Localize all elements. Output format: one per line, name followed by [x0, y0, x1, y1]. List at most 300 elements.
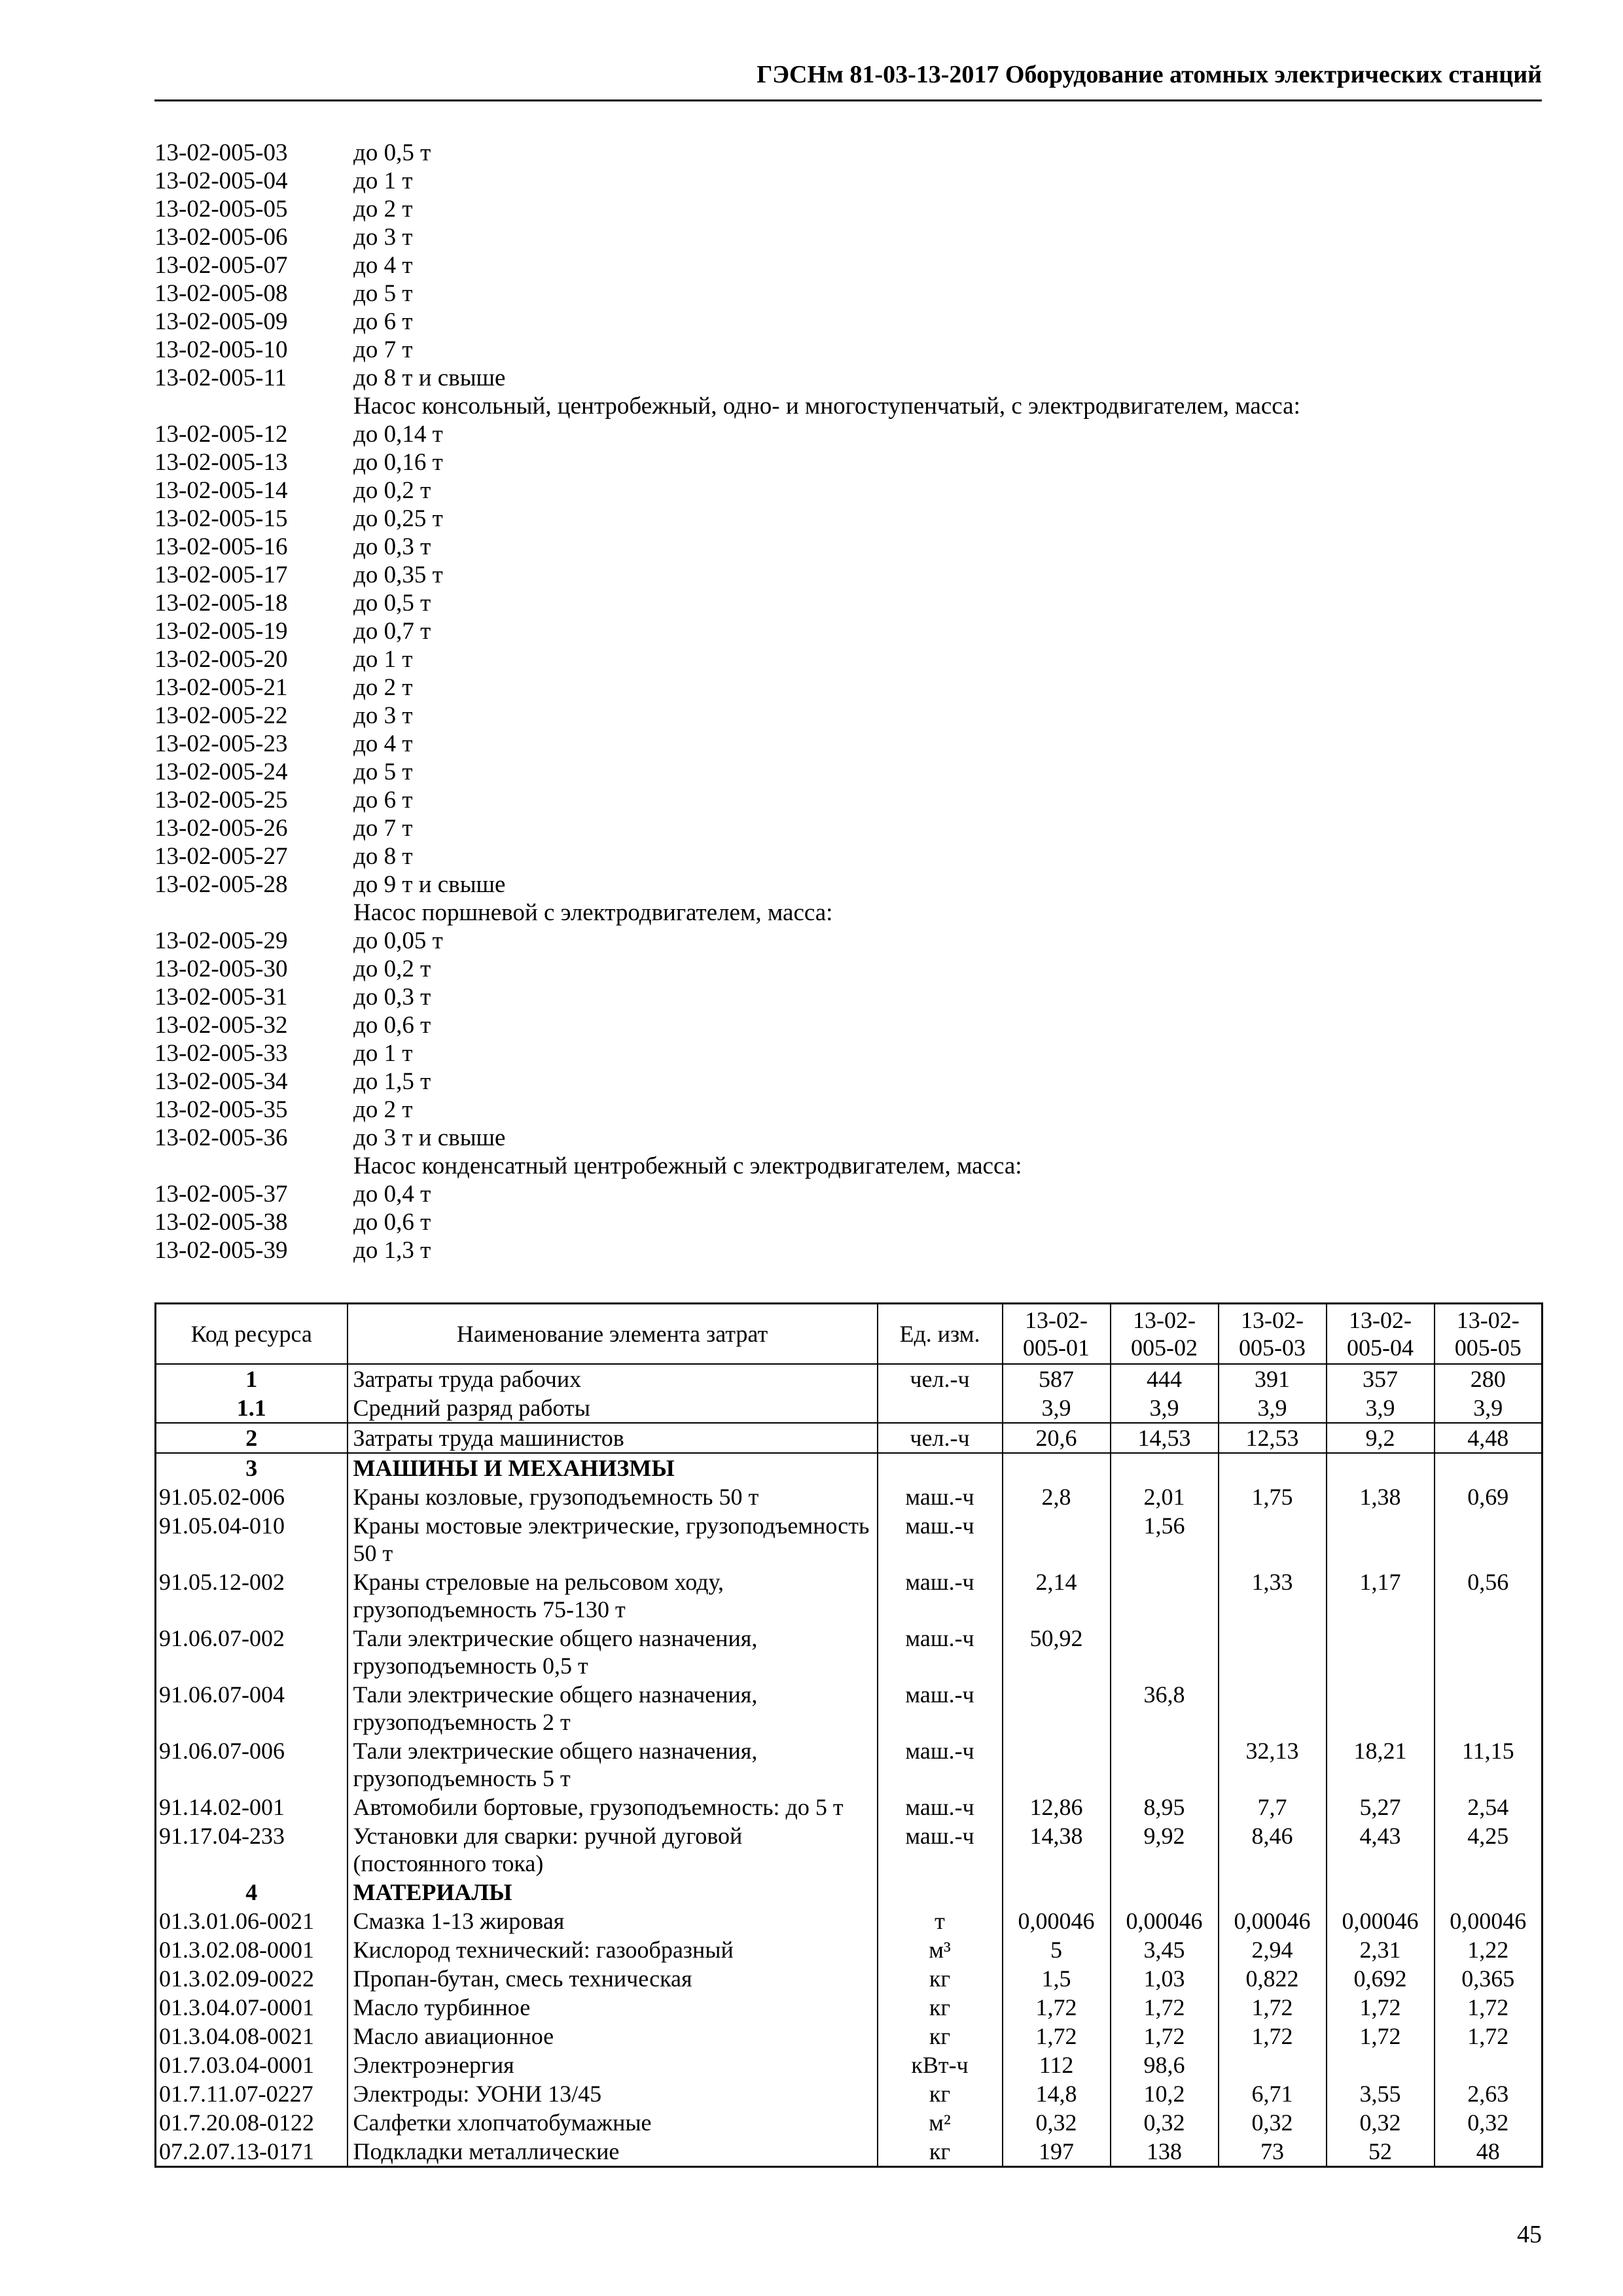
row-name: Подкладки металлические — [348, 2137, 878, 2167]
resource-code: 13-02-005-32 — [154, 1012, 288, 1039]
code-list — [154, 139, 1544, 1265]
row-value — [1111, 1736, 1219, 1793]
resource-code: 13-02-005-34 — [154, 1068, 288, 1095]
row-value — [1111, 1453, 1219, 1482]
row-value — [1219, 1453, 1327, 1482]
row-name: Масло авиационное — [348, 2022, 878, 2051]
row-value: 3,45 — [1111, 1935, 1219, 1964]
row-value: 5 — [1003, 1935, 1111, 1964]
row-value: 280 — [1435, 1364, 1543, 1393]
row-value: 1,03 — [1111, 1964, 1219, 1993]
row-value — [1327, 1511, 1435, 1568]
row-unit — [878, 1393, 1003, 1423]
resource-description: до 2 т — [353, 1096, 413, 1123]
row-value: 0,00046 — [1219, 1907, 1327, 1935]
resource-code: 13-02-005-27 — [154, 843, 288, 870]
row-unit: чел.-ч — [878, 1364, 1003, 1393]
row-value — [1435, 1878, 1543, 1907]
resource-description: до 1 т — [353, 1040, 413, 1067]
row-value — [1435, 1624, 1543, 1680]
cost-table-head — [156, 1304, 1543, 1365]
resource-description: до 0,5 т — [353, 590, 431, 617]
row-name: Салфетки хлопчатобумажные — [348, 2108, 878, 2137]
row-name: Затраты труда машинистов — [348, 1423, 878, 1453]
table-row — [156, 2051, 1543, 2079]
resource-description: до 5 т — [353, 280, 413, 307]
row-value: 2,14 — [1003, 1568, 1111, 1624]
row-value — [1435, 1680, 1543, 1736]
code-list-item — [154, 476, 1544, 505]
row-value: 138 — [1111, 2137, 1219, 2167]
resource-description: до 3 т и свыше — [353, 1124, 506, 1151]
row-value: 98,6 — [1111, 2051, 1219, 2079]
resource-description: до 1 т — [353, 168, 413, 194]
code-list-item — [154, 814, 1544, 842]
row-value: 391 — [1219, 1364, 1327, 1393]
row-unit: маш.-ч — [878, 1511, 1003, 1568]
row-value: 1,72 — [1111, 2022, 1219, 2051]
row-value — [1111, 1878, 1219, 1907]
resource-code: 13-02-005-14 — [154, 477, 288, 504]
table-row — [156, 1964, 1543, 1993]
row-value — [1219, 2051, 1327, 2079]
resource-code: 13-02-005-08 — [154, 280, 288, 307]
resource-code: 13-02-005-10 — [154, 336, 288, 363]
resource-code: 13-02-005-26 — [154, 815, 288, 842]
resource-description: до 0,5 т — [353, 139, 431, 166]
resource-code: 13-02-005-16 — [154, 533, 288, 560]
resource-code: 13-02-005-11 — [154, 365, 287, 391]
resource-description: до 6 т — [353, 308, 413, 335]
resource-code: 13-02-005-39 — [154, 1237, 288, 1264]
table-row — [156, 1482, 1543, 1511]
row-value: 18,21 — [1327, 1736, 1435, 1793]
cost-table — [154, 1302, 1543, 2168]
row-value — [1327, 1624, 1435, 1680]
resource-description: до 2 т — [353, 196, 413, 223]
row-unit: маш.-ч — [878, 1793, 1003, 1821]
row-value: 2,8 — [1003, 1482, 1111, 1511]
row-value — [1327, 2051, 1435, 2079]
resource-description: до 1 т — [353, 646, 413, 673]
row-value: 3,9 — [1435, 1393, 1543, 1423]
table-row — [156, 1993, 1543, 2022]
resource-description: до 0,2 т — [353, 477, 431, 504]
resource-code: 13-02-005-09 — [154, 308, 288, 335]
resource-code: 13-02-005-29 — [154, 927, 288, 954]
row-value: 112 — [1003, 2051, 1111, 2079]
row-value: 36,8 — [1111, 1680, 1219, 1736]
row-value: 2,63 — [1435, 2079, 1543, 2108]
row-unit — [878, 1453, 1003, 1482]
row-value: 1,33 — [1219, 1568, 1327, 1624]
row-value: 0,32 — [1327, 2108, 1435, 2137]
row-name: Тали электрические общего назначения, грузоподъемность 0,5 т — [348, 1624, 878, 1680]
row-value: 5,27 — [1327, 1793, 1435, 1821]
row-name: Пропан-бутан, смесь техническая — [348, 1964, 878, 1993]
resource-code: 13-02-005-33 — [154, 1040, 288, 1067]
table-row — [156, 1624, 1543, 1680]
resource-code: 13-02-005-38 — [154, 1209, 288, 1236]
row-value: 6,71 — [1219, 2079, 1327, 2108]
row-code: 01.3.04.08-0021 — [156, 2022, 348, 2051]
estimate-code-line: 13-02- — [1349, 1307, 1412, 1333]
row-value — [1003, 1736, 1111, 1793]
row-value: 0,69 — [1435, 1482, 1543, 1511]
row-unit: маш.-ч — [878, 1821, 1003, 1878]
resource-code: 13-02-005-07 — [154, 252, 288, 279]
resource-description: до 0,7 т — [353, 618, 431, 645]
row-code: 01.7.03.04-0001 — [156, 2051, 348, 2079]
row-value: 1,17 — [1327, 1568, 1435, 1624]
code-list-item — [154, 251, 1544, 279]
row-code: 01.3.02.08-0001 — [156, 1935, 348, 1964]
code-list-item — [154, 505, 1544, 533]
row-value: 587 — [1003, 1364, 1111, 1393]
row-value: 0,00046 — [1111, 1907, 1219, 1935]
table-row — [156, 1511, 1543, 1568]
resource-description: до 0,16 т — [353, 449, 443, 476]
row-value: 1,72 — [1327, 1993, 1435, 2022]
resource-description: до 8 т — [353, 843, 413, 870]
resource-code: 13-02-005-25 — [154, 787, 288, 814]
resource-code: 13-02-005-21 — [154, 674, 288, 701]
row-value — [1003, 1511, 1111, 1568]
resource-code: 13-02-005-12 — [154, 421, 288, 448]
row-value — [1327, 1680, 1435, 1736]
resource-description: до 0,4 т — [353, 1181, 431, 1208]
row-value: 0,00046 — [1327, 1907, 1435, 1935]
resource-description: до 5 т — [353, 759, 413, 785]
code-list-item — [154, 1067, 1544, 1096]
col-header-estimate — [1327, 1304, 1435, 1365]
resource-description: до 0,3 т — [353, 533, 431, 560]
row-unit: кг — [878, 1993, 1003, 2022]
code-list-item — [154, 617, 1544, 645]
row-name: Автомобили бортовые, грузоподъемность: до 5 т — [348, 1793, 878, 1821]
code-list-item — [154, 420, 1544, 448]
row-value: 11,15 — [1435, 1736, 1543, 1793]
resource-code: 13-02-005-05 — [154, 196, 288, 223]
resource-description: до 0,6 т — [353, 1012, 431, 1039]
row-unit: кг — [878, 2137, 1003, 2167]
row-code: 01.3.04.07-0001 — [156, 1993, 348, 2022]
row-value: 9,2 — [1327, 1423, 1435, 1453]
code-list-item — [154, 1180, 1544, 1208]
resource-code — [154, 899, 353, 927]
estimate-code-line: 005-05 — [1454, 1335, 1522, 1361]
row-unit: маш.-ч — [878, 1736, 1003, 1793]
row-value: 50,92 — [1003, 1624, 1111, 1680]
row-code: 07.2.07.13-0171 — [156, 2137, 348, 2167]
row-unit: кВт-ч — [878, 2051, 1003, 2079]
row-value: 3,9 — [1219, 1393, 1327, 1423]
row-code: 1 — [156, 1364, 348, 1393]
row-value: 1,72 — [1435, 2022, 1543, 2051]
row-value: 14,8 — [1003, 2079, 1111, 2108]
row-name: Масло турбинное — [348, 1993, 878, 2022]
code-list-item — [154, 364, 1544, 392]
resource-code: 13-02-005-18 — [154, 590, 288, 617]
row-name: Тали электрические общего назначения, грузоподъемность 5 т — [348, 1736, 878, 1793]
code-list-item — [154, 1236, 1544, 1265]
resource-description: до 8 т и свыше — [353, 365, 506, 391]
row-value: 2,94 — [1219, 1935, 1327, 1964]
resource-code: 13-02-005-24 — [154, 759, 288, 785]
code-list-group-heading — [154, 899, 1544, 927]
row-name: Кислород технический: газообразный — [348, 1935, 878, 1964]
row-value — [1435, 2051, 1543, 2079]
row-value: 12,86 — [1003, 1793, 1111, 1821]
row-code: 01.7.20.08-0122 — [156, 2108, 348, 2137]
row-value: 1,22 — [1435, 1935, 1543, 1964]
code-list-item — [154, 195, 1544, 223]
resource-code: 13-02-005-28 — [154, 871, 288, 898]
row-value: 3,9 — [1327, 1393, 1435, 1423]
row-name: МАТЕРИАЛЫ — [348, 1878, 878, 1907]
code-list-item — [154, 223, 1544, 251]
row-unit: кг — [878, 2022, 1003, 2051]
row-value: 0,32 — [1003, 2108, 1111, 2137]
estimate-code-line: 13-02- — [1133, 1307, 1196, 1333]
col-header-estimate — [1111, 1304, 1219, 1365]
row-code: 3 — [156, 1453, 348, 1482]
table-row — [156, 2022, 1543, 2051]
row-value: 3,55 — [1327, 2079, 1435, 2108]
resource-description: до 0,3 т — [353, 984, 431, 1011]
row-unit: кг — [878, 2079, 1003, 2108]
resource-description: до 0,6 т — [353, 1209, 431, 1236]
table-row — [156, 2079, 1543, 2108]
row-unit: маш.-ч — [878, 1624, 1003, 1680]
resource-description: Насос конденсатный центробежный с электродвигателем, масса: — [353, 1153, 1022, 1179]
row-value: 0,365 — [1435, 1964, 1543, 1993]
code-list-item — [154, 1039, 1544, 1067]
code-list-item — [154, 955, 1544, 983]
col-header-estimate — [1003, 1304, 1111, 1365]
table-row — [156, 1878, 1543, 1907]
row-code: 2 — [156, 1423, 348, 1453]
header-row — [156, 1304, 1543, 1365]
row-value: 0,822 — [1219, 1964, 1327, 1993]
row-name: Тали электрические общего назначения, грузоподъемность 2 т — [348, 1680, 878, 1736]
row-value — [1327, 1878, 1435, 1907]
row-name: Затраты труда рабочих — [348, 1364, 878, 1393]
row-value — [1111, 1624, 1219, 1680]
row-value: 1,72 — [1111, 1993, 1219, 2022]
row-value: 0,56 — [1435, 1568, 1543, 1624]
row-code: 1.1 — [156, 1393, 348, 1423]
estimate-code-line: 13-02- — [1025, 1307, 1088, 1333]
row-name: Средний разряд работы — [348, 1393, 878, 1423]
resource-description: до 2 т — [353, 674, 413, 701]
code-list-item — [154, 842, 1544, 870]
table-row — [156, 1680, 1543, 1736]
table-row — [156, 1821, 1543, 1878]
row-name: Краны мостовые электрические, грузоподъемность 50 т — [348, 1511, 878, 1568]
code-list-item — [154, 1011, 1544, 1039]
row-value: 3,9 — [1003, 1393, 1111, 1423]
col-header-name: Наименование элемента затрат — [348, 1304, 878, 1365]
code-list-item — [154, 870, 1544, 899]
row-value — [1435, 1511, 1543, 1568]
row-code: 91.06.07-002 — [156, 1624, 348, 1680]
row-value: 20,6 — [1003, 1423, 1111, 1453]
row-name: МАШИНЫ И МЕХАНИЗМЫ — [348, 1453, 878, 1482]
row-name: Электроэнергия — [348, 2051, 878, 2079]
col-header-estimate — [1435, 1304, 1543, 1365]
row-name: Установки для сварки: ручной дуговой (постоянного тока) — [348, 1821, 878, 1878]
row-code: 01.7.11.07-0227 — [156, 2079, 348, 2108]
code-list-item — [154, 673, 1544, 702]
col-header-estimate — [1219, 1304, 1327, 1365]
estimate-code-line: 13-02- — [1456, 1307, 1520, 1333]
row-value: 0,692 — [1327, 1964, 1435, 1993]
code-list-item — [154, 533, 1544, 561]
row-value: 444 — [1111, 1364, 1219, 1393]
row-code: 4 — [156, 1878, 348, 1907]
document-header-title: ГЭСНм 81-03-13-2017 Оборудование атомных электрических станций — [757, 61, 1542, 88]
resource-description: до 4 т — [353, 730, 413, 757]
estimate-code-line: 13-02- — [1241, 1307, 1304, 1333]
row-code: 91.05.12-002 — [156, 1568, 348, 1624]
resource-code: 13-02-005-20 — [154, 646, 288, 673]
row-value: 0,32 — [1219, 2108, 1327, 2137]
resource-description: до 1,3 т — [353, 1237, 431, 1264]
resource-description: до 1,5 т — [353, 1068, 431, 1095]
resource-code: 13-02-005-06 — [154, 224, 288, 251]
code-list-item — [154, 308, 1544, 336]
resource-code: 13-02-005-37 — [154, 1181, 288, 1208]
row-code: 01.3.02.09-0022 — [156, 1964, 348, 1993]
resource-description: до 4 т — [353, 252, 413, 279]
row-unit: т — [878, 1907, 1003, 1935]
row-value: 8,46 — [1219, 1821, 1327, 1878]
row-unit: м³ — [878, 1935, 1003, 1964]
row-value: 1,72 — [1219, 1993, 1327, 2022]
resource-code: 13-02-005-03 — [154, 139, 288, 166]
row-value: 4,43 — [1327, 1821, 1435, 1878]
row-value: 2,31 — [1327, 1935, 1435, 1964]
code-list-item — [154, 702, 1544, 730]
row-unit: чел.-ч — [878, 1423, 1003, 1453]
row-value: 4,25 — [1435, 1821, 1543, 1878]
row-value: 12,53 — [1219, 1423, 1327, 1453]
code-list-item — [154, 758, 1544, 786]
row-value: 3,9 — [1111, 1393, 1219, 1423]
row-name: Краны козловые, грузоподъемность 50 т — [348, 1482, 878, 1511]
resource-description: до 0,2 т — [353, 956, 431, 982]
row-value: 0,00046 — [1003, 1907, 1111, 1935]
row-code: 01.3.01.06-0021 — [156, 1907, 348, 1935]
code-list-group-heading — [154, 1152, 1544, 1180]
row-value — [1003, 1680, 1111, 1736]
resource-description: до 0,35 т — [353, 562, 443, 588]
row-value: 9,92 — [1111, 1821, 1219, 1878]
code-list-item — [154, 1208, 1544, 1236]
row-value — [1219, 1624, 1327, 1680]
resource-description: до 3 т — [353, 224, 413, 251]
table-row — [156, 2137, 1543, 2167]
table-row — [156, 1364, 1543, 1393]
table-row — [156, 2108, 1543, 2137]
table-row — [156, 1935, 1543, 1964]
code-list-item — [154, 1096, 1544, 1124]
header-rule — [154, 99, 1542, 101]
row-code: 91.05.02-006 — [156, 1482, 348, 1511]
resource-description: до 0,05 т — [353, 927, 443, 954]
resource-code — [154, 1152, 353, 1180]
row-value: 10,2 — [1111, 2079, 1219, 2108]
row-value: 1,72 — [1435, 1993, 1543, 2022]
row-code: 91.05.04-010 — [156, 1511, 348, 1568]
row-value — [1219, 1878, 1327, 1907]
table-row — [156, 1568, 1543, 1624]
row-unit — [878, 1878, 1003, 1907]
row-name: Смазка 1-13 жировая — [348, 1907, 878, 1935]
row-value — [1219, 1511, 1327, 1568]
row-value: 2,01 — [1111, 1482, 1219, 1511]
table-row — [156, 1793, 1543, 1821]
table-row — [156, 1907, 1543, 1935]
resource-description: до 0,14 т — [353, 421, 443, 448]
estimate-code-line: 005-03 — [1239, 1335, 1306, 1361]
code-list-item — [154, 730, 1544, 758]
resource-code — [154, 392, 353, 420]
code-list-item — [154, 983, 1544, 1011]
row-unit: кг — [878, 1964, 1003, 1993]
code-list-item — [154, 139, 1544, 167]
code-list-item — [154, 279, 1544, 308]
row-value — [1111, 1568, 1219, 1624]
row-unit: маш.-ч — [878, 1568, 1003, 1624]
code-list-item — [154, 645, 1544, 673]
resource-code: 13-02-005-36 — [154, 1124, 288, 1151]
estimate-code-line: 005-02 — [1131, 1335, 1198, 1361]
code-list-item — [154, 167, 1544, 195]
resource-code: 13-02-005-04 — [154, 168, 288, 194]
code-list-item — [154, 448, 1544, 476]
row-unit: маш.-ч — [878, 1680, 1003, 1736]
row-value: 0,00046 — [1435, 1907, 1543, 1935]
row-value: 7,7 — [1219, 1793, 1327, 1821]
resource-code: 13-02-005-13 — [154, 449, 288, 476]
estimate-code-line: 005-01 — [1023, 1335, 1090, 1361]
resource-description: Насос консольный, центробежный, одно- и многоступенчатый, с электродвигателем, масса: — [353, 393, 1300, 420]
row-value — [1003, 1878, 1111, 1907]
row-code: 91.17.04-233 — [156, 1821, 348, 1878]
code-list-item — [154, 1124, 1544, 1152]
row-value: 1,56 — [1111, 1511, 1219, 1568]
code-list-item — [154, 589, 1544, 617]
table-row — [156, 1453, 1543, 1482]
row-value: 1,75 — [1219, 1482, 1327, 1511]
row-code: 91.06.07-004 — [156, 1680, 348, 1736]
resource-description: до 6 т — [353, 787, 413, 814]
row-value: 1,72 — [1003, 1993, 1111, 2022]
col-header-unit: Ед. изм. — [878, 1304, 1003, 1365]
estimate-code-line: 005-04 — [1347, 1335, 1414, 1361]
row-value: 1,72 — [1219, 2022, 1327, 2051]
row-code: 91.06.07-006 — [156, 1736, 348, 1793]
row-value — [1003, 1453, 1111, 1482]
resource-description: до 9 т и свыше — [353, 871, 506, 898]
row-unit: маш.-ч — [878, 1482, 1003, 1511]
row-unit: м² — [878, 2108, 1003, 2137]
row-value: 357 — [1327, 1364, 1435, 1393]
resource-description: до 7 т — [353, 815, 413, 842]
row-value: 1,5 — [1003, 1964, 1111, 1993]
